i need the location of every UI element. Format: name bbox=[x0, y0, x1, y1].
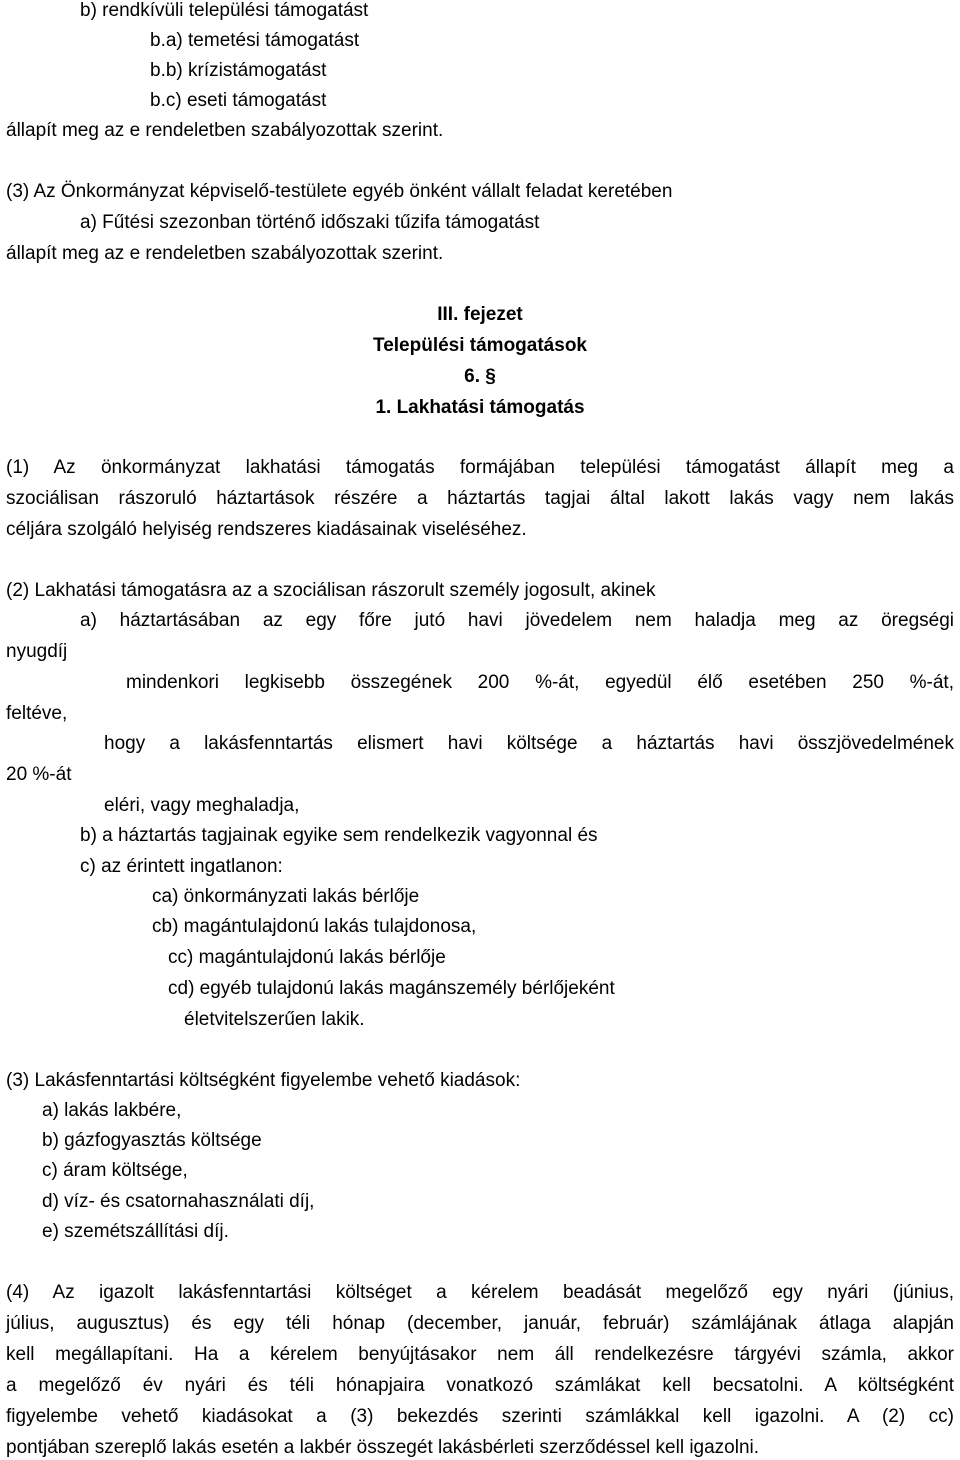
paragraph-4-line: kell megállapítani. Ha a kérelem benyújtásakor nem áll rendelkezésre tárgyévi számla, akkor bbox=[6, 1344, 954, 1365]
paragraph-1-line: (1) Az önkormányzat lakhatási támogatás formájában települési támogatást állapít meg a bbox=[6, 457, 954, 478]
section-sign-icon: § bbox=[485, 366, 496, 387]
paragraph-2-item-ca: ca) önkormányzati lakás bérlője bbox=[152, 886, 420, 907]
paragraph-2-wrap: nyugdíj bbox=[6, 641, 68, 662]
paragraph-2-intro: (2) Lakhatási támogatásra az a szociálisan rászorult személy jogosult, akinek bbox=[6, 580, 656, 601]
paragraph-2-wrap: 20 %-át bbox=[6, 764, 72, 785]
paragraph-4-line: figyelembe vehető kiadásokat a (3) bekezdés szerinti számlákkal kell igazolni. A (2) cc) bbox=[6, 1406, 954, 1427]
paragraph-3-closing: állapít meg az e rendeletben szabályozottak szerint. bbox=[6, 243, 444, 264]
paragraph-2-item-cb: cb) magántulajdonú lakás tulajdonosa, bbox=[152, 916, 477, 937]
paragraph-3-list-intro: (3) Lakásfenntartási költségként figyelembe vehető kiadások: bbox=[6, 1070, 521, 1091]
paragraph-4-line: a megelőző év nyári és téli hónapjaira vonatkozó számlákat kell becsatolni. A költségként bbox=[6, 1375, 954, 1396]
paragraph-3-list-item: c) áram költsége, bbox=[42, 1160, 188, 1181]
chapter-title: Települési támogatások bbox=[373, 335, 587, 356]
paragraph-3-list-item: e) szemétszállítási díj. bbox=[42, 1221, 229, 1242]
paragraph-2-item-cc: cc) magántulajdonú lakás bérlője bbox=[168, 947, 446, 968]
paragraph-4-line: (4) Az igazolt lakásfenntartási költséget a kérelem beadását megelőző egy nyári (június, bbox=[6, 1282, 954, 1303]
chapter-heading: III. fejezet bbox=[437, 304, 523, 325]
paragraph-4-line: július, augusztus) és egy téli hónap (december, január, február) számlájának átlaga alapján bbox=[6, 1313, 954, 1334]
section-title: 1. Lakhatási támogatás bbox=[375, 397, 585, 418]
list-item-bb: b.b) krízistámogatást bbox=[150, 60, 327, 81]
paragraph-2-item-a-cont: hogy a lakásfenntartás elismert havi költsége a háztartás havi összjövedelmének bbox=[104, 733, 954, 754]
list-item-bc: b.c) eseti támogatást bbox=[150, 90, 327, 111]
paragraph-2-item-cd-cont: életvitelszerűen lakik. bbox=[184, 1009, 365, 1030]
closing-sentence: állapít meg az e rendeletben szabályozottak szerint. bbox=[6, 120, 444, 141]
list-item-ba: b.a) temetési támogatást bbox=[150, 30, 360, 51]
section-number bbox=[0, 366, 960, 388]
paragraph-3-item-a: a) Fűtési szezonban történő időszaki tűzifa támogatást bbox=[80, 212, 540, 233]
paragraph-2-item-a-cont: eléri, vagy meghaladja, bbox=[104, 795, 300, 816]
paragraph-3-list-item: d) víz- és csatornahasználati díj, bbox=[42, 1191, 315, 1212]
paragraph-2-item-c: c) az érintett ingatlanon: bbox=[80, 856, 283, 877]
paragraph-1-line: szociálisan rászoruló háztartások részére a háztartás tagjai által lakott lakás vagy nem lakás bbox=[6, 488, 954, 509]
paragraph-4-line: pontjában szereplő lakás esetén a lakbér összegét lakásbérleti szerződéssel kell igazolni. bbox=[6, 1437, 760, 1458]
paragraph-3-list-item: b) gázfogyasztás költsége bbox=[42, 1130, 262, 1151]
paragraph-2-item-a: a) háztartásában az egy főre jutó havi jövedelem nem haladja meg az öregségi bbox=[80, 610, 954, 631]
list-item-b: b) rendkívüli települési támogatást bbox=[80, 0, 369, 21]
paragraph-2-item-b: b) a háztartás tagjainak egyike sem rendelkezik vagyonnal és bbox=[80, 825, 598, 846]
paragraph-2-item-cd: cd) egyéb tulajdonú lakás magánszemély bérlőjeként bbox=[168, 978, 615, 999]
paragraph-1-line: céljára szolgáló helyiség rendszeres kiadásainak viseléséhez. bbox=[6, 519, 527, 540]
paragraph-3-intro: (3) Az Önkormányzat képviselő-testülete egyéb önként vállalt feladat keretében bbox=[6, 181, 673, 202]
paragraph-3-list-item: a) lakás lakbére, bbox=[42, 1100, 182, 1121]
section-number-text: 6. bbox=[464, 366, 486, 387]
paragraph-2-wrap: feltéve, bbox=[6, 703, 68, 724]
paragraph-2-item-a-cont: mindenkori legkisebb összegének 200 %-át, egyedül élő esetében 250 %-át, bbox=[126, 672, 954, 693]
